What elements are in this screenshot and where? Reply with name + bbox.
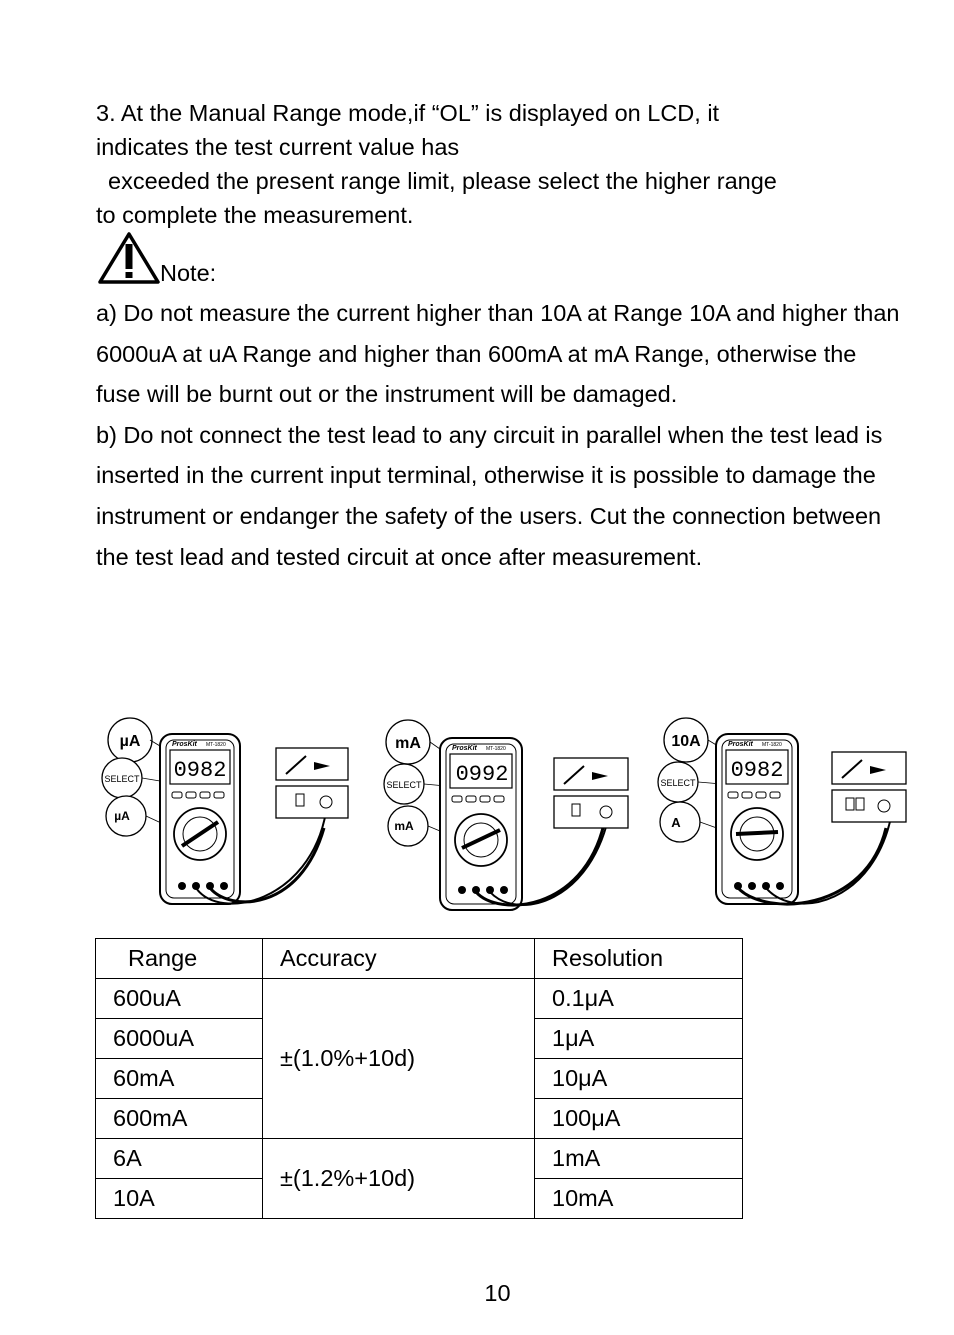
- range-cell: 600mA: [96, 1099, 263, 1139]
- figure-microamp-measurement: [100, 712, 360, 922]
- lcd-display: 0982: [730, 758, 784, 783]
- brand-label: ProsKit: [452, 745, 477, 752]
- text-line: 3. At the Manual Range mode,if “OL” is displayed on LCD, it: [96, 100, 720, 126]
- page-number: 10: [484, 1280, 511, 1306]
- range-cell: 6000uA: [96, 1019, 263, 1059]
- mode-label: 10A: [671, 733, 701, 750]
- resolution-cell: 0.1μA: [535, 979, 743, 1019]
- brand-label: ProsKit: [172, 741, 197, 748]
- note-b-text: b) Do not connect the test lead to any circuit in parallel when the test lead is inserted in the current input terminal, otherwise it is possible to damage the instrument or endanger the safety of the users. Cut the connection between the test lead and tested circuit at once after measurement.: [96, 421, 883, 570]
- note-label: Note:: [160, 260, 217, 286]
- accuracy-cell: ±(1.0%+10d): [263, 979, 535, 1139]
- model-label: MT-1820: [206, 742, 226, 748]
- note-a-text: a) Do not measure the current higher than 10A at Range 10A and higher than 6000uA at uA Range and higher than 600mA at mA Range, otherwise the fuse will be burnt out or the instrument will be damaged.: [96, 300, 900, 408]
- column-header-accuracy: Accuracy: [263, 939, 535, 979]
- select-label: SELECT: [386, 780, 422, 790]
- column-header-range: Range: [96, 939, 263, 979]
- function-label: A: [671, 815, 681, 830]
- figure-milliamp-measurement: [378, 712, 638, 922]
- column-header-resolution: Resolution: [535, 939, 743, 979]
- function-label: µA: [114, 809, 130, 823]
- table-header-row: [96, 939, 743, 979]
- resolution-cell: 1μA: [535, 1019, 743, 1059]
- model-label: MT-1820: [486, 746, 506, 752]
- range-cell: 600uA: [96, 979, 263, 1019]
- mode-label: µA: [119, 733, 141, 750]
- table-row: [96, 1139, 743, 1179]
- brand-label: ProsKit: [728, 741, 753, 748]
- text-line: exceeded the present range limit, please select the higher range: [108, 168, 777, 194]
- figure-10a-measurement: [656, 712, 916, 922]
- text-line: indicates the test current value has: [96, 134, 460, 160]
- resolution-cell: 100μA: [535, 1099, 743, 1139]
- range-cell: 60mA: [96, 1059, 263, 1099]
- accuracy-cell: ±(1.2%+10d): [263, 1139, 535, 1219]
- resolution-cell: 1mA: [535, 1139, 743, 1179]
- select-label: SELECT: [660, 778, 696, 788]
- warning-triangle-icon: [96, 230, 162, 286]
- model-label: MT-1820: [762, 742, 782, 748]
- resolution-cell: 10mA: [535, 1179, 743, 1219]
- resolution-cell: 10μA: [535, 1059, 743, 1099]
- range-cell: 6A: [96, 1139, 263, 1179]
- lcd-display: 0982: [173, 758, 227, 783]
- range-cell: 10A: [96, 1179, 263, 1219]
- note-body: [96, 293, 906, 577]
- note-heading: [96, 230, 396, 286]
- mode-label: mA: [395, 735, 421, 752]
- table-row: [96, 979, 743, 1019]
- select-label: SELECT: [104, 774, 140, 784]
- current-spec-table: [95, 938, 743, 1219]
- lcd-display: 0992: [455, 762, 509, 787]
- text-line: to complete the measurement.: [96, 202, 414, 228]
- measurement-figures: [96, 712, 916, 922]
- paragraph-manual-range: [96, 96, 906, 232]
- function-label: mA: [394, 819, 414, 833]
